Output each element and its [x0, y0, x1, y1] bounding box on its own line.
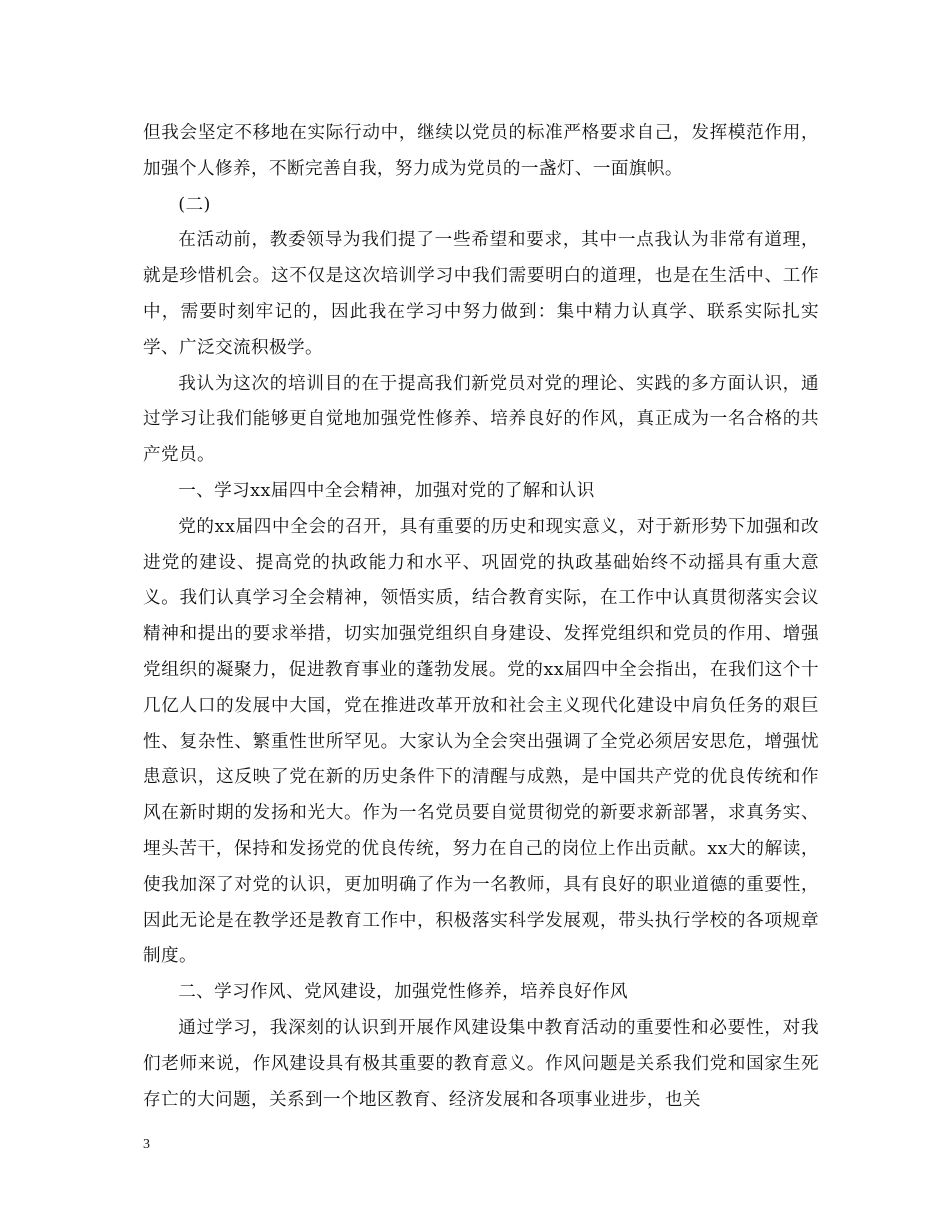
body-text	[143, 116, 819, 1118]
section-heading-1: 一、学习xx届四中全会精神，加强对党的了解和认识	[178, 480, 595, 501]
paragraph-1: 但我会坚定不移地在实际行动中，继续以党员的标准严格要求自己，发挥模范作用，加强个人修养，不断完善自我，努力成为党员的一盏灯、一面旗帜。	[143, 123, 819, 179]
paragraph-2: (二)	[178, 194, 211, 215]
page-number: 3	[143, 1137, 150, 1152]
paragraph-6: 通过学习，我深刻的认识到开展作风建设集中教育活动的重要性和必要性，对我们老师来说，作风建设具有极其重要的教育意义。作风问题是关系我们党和国家生死存亡的大问题，关系到一个地区教育、经济发展和各项事业进步，也关	[143, 1017, 819, 1110]
paragraph-4: 我认为这次的培训目的在于提高我们新党员对党的理论、实践的多方面认识，通过学习让我们能够更自觉地加强党性修养、培养良好的作风，真正成为一名合格的共产党员。	[143, 373, 819, 466]
paragraph-5: 党的xx届四中全会的召开，具有重要的历史和现实意义，对于新形势下加强和改进党的建设、提高党的执政能力和水平、巩固党的执政基础始终不动摇具有重大意义。我们认真学习全会精神，领悟实质，结合教育实际，在工作中认真贯彻落实会议精神和提出的要求举措，切实加强党组织自身建设、发挥党组织和党员的作用、增强党组织的凝聚力，促进教育事业的蓬勃发展。党的xx届四中全会指出，在我们这个十几亿人口的发展中大国，党在推进改革开放和社会主义现代化建设中肩负任务的艰巨性、复杂性、繁重性世所罕见。大家认为全会突出强调了全党必须居安思危，增强忧患意识，这反映了党在新的历史条件下的清醒与成熟，是中国共产党的优良传统和作风在新时期的发扬和光大。作为一名党员要自觉贯彻党的新要求新部署，求真务实、埋头苦干，保持和发扬党的优良传统，努力在自己的岗位上作出贡献。xx大的解读，使我加深了对党的认识，更加明确了作为一名教师，具有良好的职业道德的重要性，因此无论是在教学还是教育工作中，积极落实科学发展观，带头执行学校的各项规章制度。	[143, 516, 819, 967]
paragraph-3: 在活动前，教委领导为我们提了一些希望和要求，其中一点我认为非常有道理，就是珍惜机会。这不仅是这次培训学习中我们需要明白的道理，也是在生活中、工作中，需要时刻牢记的，因此我在学习中努力做到：集中精力认真学、联系实际扎实学、广泛交流积极学。	[143, 230, 819, 358]
section-heading-2: 二、学习作风、党风建设，加强党性修养，培养良好作风	[178, 982, 629, 1003]
